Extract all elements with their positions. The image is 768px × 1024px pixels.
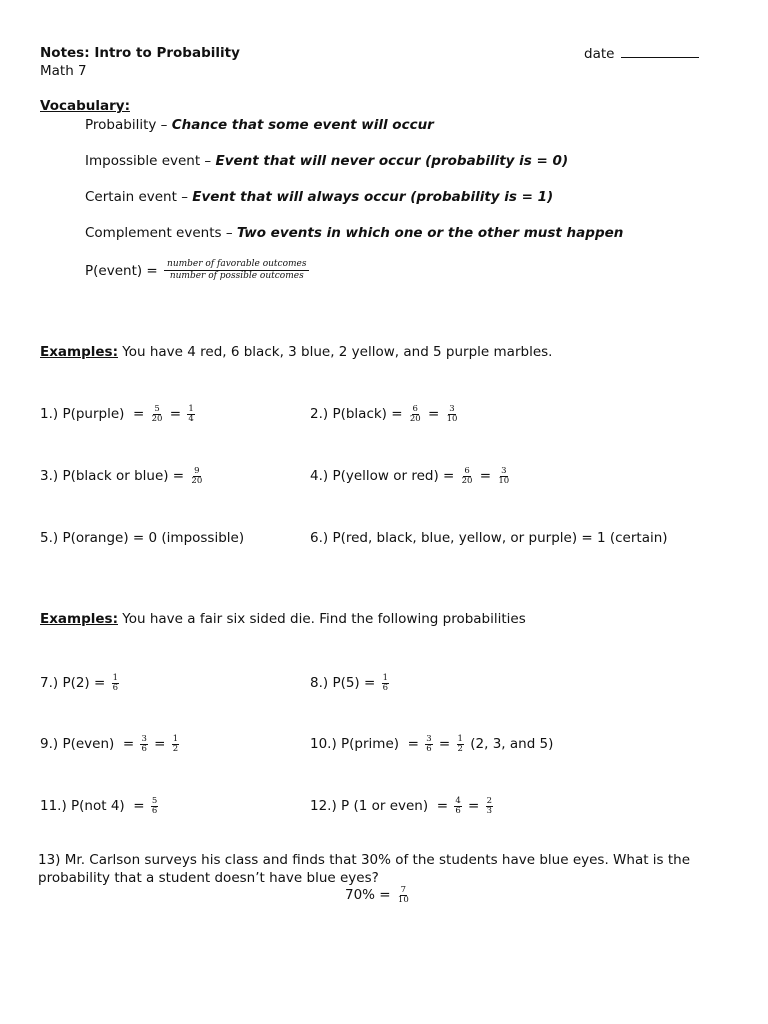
denominator: 6 <box>426 743 432 754</box>
fraction <box>187 405 194 424</box>
denominator: 6 <box>382 682 389 693</box>
denominator: 2 <box>457 743 463 754</box>
equals: = <box>434 736 455 753</box>
example-label: 12.) P (1 or even) = <box>310 798 453 815</box>
numerator: 3 <box>501 466 507 476</box>
example-4 <box>310 467 512 486</box>
term-definition: Two events in which one or the other must happen <box>236 225 624 241</box>
equals: = <box>475 468 496 485</box>
example-label: 7.) P(2) = <box>40 675 110 692</box>
example-label: 11.) P(not 4) = <box>40 798 149 815</box>
numerator: 1 <box>457 734 463 744</box>
example-2 <box>310 405 460 424</box>
numerator: 3 <box>426 734 432 744</box>
numerator: 3 <box>449 404 455 414</box>
vocab-term-complement <box>85 225 623 241</box>
vocab-term-probability <box>85 117 434 133</box>
numerator: 5 <box>151 796 158 806</box>
term-definition: Chance that some event will occur <box>171 117 434 133</box>
fraction <box>486 797 493 816</box>
numerator: 9 <box>194 466 200 476</box>
example-label: 8.) P(5) = <box>310 675 380 692</box>
date-label: date <box>584 46 615 62</box>
numerator: 6 <box>464 466 470 476</box>
denominator: 20 <box>461 475 473 486</box>
examples-heading: Examples: <box>40 344 118 360</box>
denominator: 4 <box>188 413 194 424</box>
fraction <box>190 467 203 486</box>
example-11 <box>40 797 160 816</box>
term-label: Complement events – <box>85 225 237 241</box>
examples-text: You have a fair six sided die. Find the following probabilities <box>118 611 526 627</box>
numerator: 2 <box>486 796 493 806</box>
fraction <box>151 797 158 816</box>
formula-numerator: number of favorable outcomes <box>164 259 309 271</box>
equals: = <box>463 798 484 815</box>
term-label: Probability – <box>85 117 172 133</box>
numerator: 1 <box>188 404 194 414</box>
numerator: 3 <box>141 734 147 744</box>
example-label: 10.) P(prime) = <box>310 736 424 753</box>
denominator: 20 <box>409 413 421 424</box>
example-1 <box>40 405 197 424</box>
example-5: 5.) P(orange) = 0 (impossible) <box>40 530 245 546</box>
example-label: 2.) P(black) = <box>310 406 407 423</box>
fraction <box>454 797 461 816</box>
formula-fraction <box>164 259 309 283</box>
example-8 <box>310 674 391 693</box>
fraction <box>382 674 389 693</box>
denominator: 20 <box>191 475 203 486</box>
example-6: 6.) P(red, black, blue, yellow, or purple) = 1 (certain) <box>310 530 668 546</box>
numerator: 6 <box>412 404 418 414</box>
denominator: 6 <box>141 743 147 754</box>
problem-13-answer <box>345 886 412 905</box>
fraction <box>457 735 464 754</box>
numerator: 1 <box>382 673 389 683</box>
fraction <box>446 405 459 424</box>
numerator: 1 <box>172 734 179 744</box>
example-3 <box>40 467 205 486</box>
denominator: 10 <box>498 475 510 486</box>
denominator: 6 <box>151 805 158 816</box>
term-label: Certain event – <box>85 189 193 205</box>
denominator: 20 <box>151 413 163 424</box>
examples-heading: Examples: <box>40 611 118 627</box>
fraction <box>497 467 510 486</box>
example-note: (2, 3, and 5) <box>465 736 554 753</box>
numerator: 4 <box>455 796 461 806</box>
fraction <box>112 674 119 693</box>
vocabulary-heading: Vocabulary: <box>40 98 130 114</box>
denominator: 10 <box>446 413 458 424</box>
die-intro <box>40 611 526 627</box>
numerator: 7 <box>400 885 407 895</box>
problem-13-line-1: 13) Mr. Carlson surveys his class and finds that 30% of the students have blue eyes. What is the <box>38 852 691 868</box>
vocab-term-impossible <box>85 153 568 169</box>
formula-label: P(event) = <box>85 262 163 279</box>
fraction <box>140 735 147 754</box>
example-12 <box>310 797 495 816</box>
date-blank <box>621 45 699 58</box>
denominator: 2 <box>172 743 179 754</box>
equals: = <box>423 406 444 423</box>
numerator: 1 <box>112 673 119 683</box>
example-7 <box>40 674 121 693</box>
example-label: 3.) P(black or blue) = <box>40 468 189 485</box>
fraction <box>409 405 422 424</box>
example-9 <box>40 735 181 754</box>
denominator: 3 <box>486 805 493 816</box>
term-definition: Event that will never occur (probability is = 0) <box>215 153 569 169</box>
problem-13-line-2: probability that a student doesn’t have blue eyes? <box>38 870 379 886</box>
course-label: Math 7 <box>40 63 87 79</box>
vocab-term-certain <box>85 189 553 205</box>
probability-formula <box>85 259 311 283</box>
date-field <box>584 45 699 62</box>
marbles-intro <box>40 344 552 360</box>
fraction <box>425 735 432 754</box>
examples-text: You have 4 red, 6 black, 3 blue, 2 yellow, and 5 purple marbles. <box>118 344 553 360</box>
fraction <box>461 467 474 486</box>
equals: = <box>149 736 170 753</box>
example-label: 4.) P(yellow or red) = <box>310 468 459 485</box>
denominator: 6 <box>455 805 461 816</box>
equals: = <box>165 406 186 423</box>
term-label: Impossible event – <box>85 153 216 169</box>
denominator: 6 <box>112 682 119 693</box>
denominator: 10 <box>397 894 409 905</box>
fraction <box>397 886 410 905</box>
example-label: 1.) P(purple) = <box>40 406 149 423</box>
term-definition: Event that will always occur (probability is = 1) <box>192 189 554 205</box>
example-10 <box>310 735 553 754</box>
formula-denominator: number of possible outcomes <box>169 271 304 282</box>
answer-label: 70% = <box>345 887 395 904</box>
page-title: Notes: Intro to Probability <box>40 45 240 61</box>
fraction <box>172 735 179 754</box>
fraction <box>151 405 164 424</box>
example-label: 9.) P(even) = <box>40 736 139 753</box>
numerator: 5 <box>154 404 160 414</box>
